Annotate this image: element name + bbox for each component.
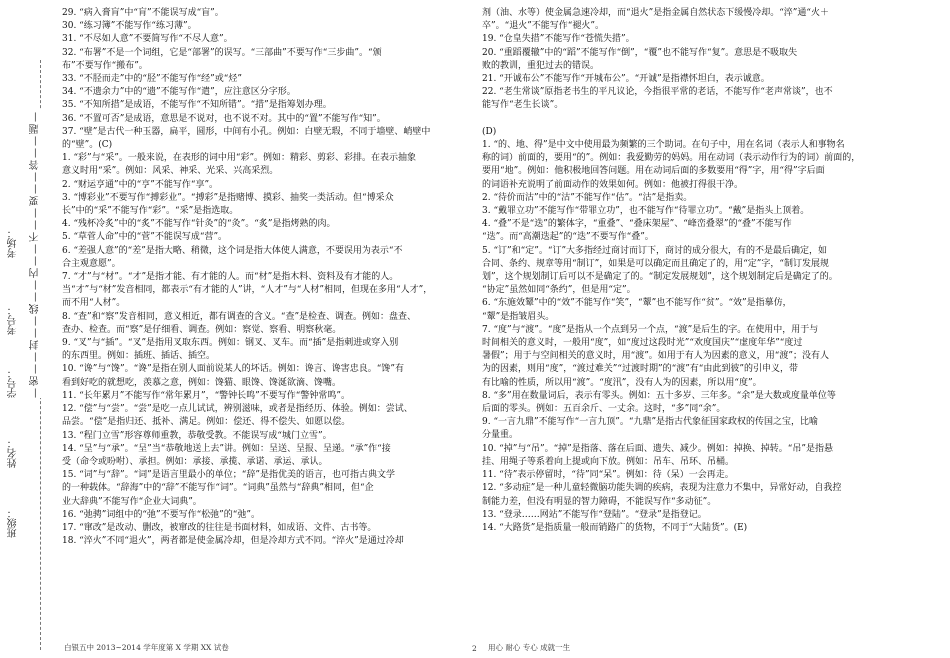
text-line: 1. “彩”与“采”。一般来说，在表形的词中用“彩”。例如：精彩、剪彩、彩排。在表示抽象 — [62, 153, 417, 164]
text-line: 9. “叉”与“插”。“叉”是指用叉取东西。例如：钢叉、叉车。而“插”是指刺进或穿入别 — [62, 338, 399, 349]
text-line: 业大辞典”不能写作“企业大词典”。 — [62, 496, 202, 507]
right-column — [482, 7, 930, 535]
text-line: 10. “谗”与“馋”。“谗”是指在别人面前说某人的坏话。例如：谗言、谗害忠良。“馋”有 — [62, 364, 404, 375]
text-line: 的东西里。例如：插班、插话、插空。 — [62, 351, 216, 362]
text-line: 5. “草菅人命”中的“菅”不能误写成“营”。 — [62, 232, 228, 243]
blank-line — [482, 113, 930, 126]
student-id-label: 学号： — [8, 368, 19, 398]
text-line: 19. “仓皇失措”不能写作“苍慌失措”。 — [482, 34, 635, 45]
text-line: 的词语补充说明了前面动作的效果如何。例如：他被打得很干净。 — [482, 179, 744, 190]
class-label: 班级： — [8, 508, 19, 538]
text-line: 1. “的、地、得”是中文中使用最为频繁的三个助词。在句子中，用在名词（表示人和事物名 — [482, 140, 845, 151]
text-line: 制能力差，但没有明显的智力障碍，不能误写作“多动征”。 — [482, 496, 717, 507]
text-line: 9. “一言九鼎”不能写作“一言九顶”。“九鼎”是指古代象征国家政权的传国之宝，比喻 — [482, 417, 819, 428]
text-line: 36. “不置可否”是成语，意思是不说对，也不说不对。其中的“置”不能写作“知”。 — [62, 113, 386, 124]
text-line: 3. “戴罪立功”不能写作“带罪立功”，也不能写作“待罪立功”。“戴”是指头上顶着。 — [482, 206, 810, 217]
text-line: 8. “多”用在数量词后，表示有零头。例如：五十多岁、三年多。“余”是大数或度量单位等 — [482, 390, 836, 401]
text-line: 6. “东施效颦”中的“效”不能写作“笑”，“颦”也不能写作“贫”。“效”是指摹仿， — [482, 298, 792, 309]
text-line: 10. “掉”与“吊”。“掉”是指落、落在后面、遗失、减少。例如：掉换、掉转。“吊”是指悬 — [482, 443, 833, 454]
text-line: 20. “重蹈覆辙”中的“蹈”不能写作“倒”，“覆”也不能写作“复”。意思是不吸取失 — [482, 47, 798, 58]
text-line: 31. “不尽如人意”不要简写作“不尽人意”。 — [62, 34, 233, 45]
text-line: 的“壁”。(C) — [62, 140, 113, 151]
text-line: 意义时用“采”。例如：风采、神采、光采、兴高采烈。 — [62, 166, 279, 177]
exam-id-label: 考号： — [8, 305, 19, 335]
text-line: 5. “订”和“定”。“订”大多指经过商讨而订下，商讨的成分很大，有的不是最后确定，如 — [482, 245, 828, 256]
text-line: 13. “程门立雪”形容尊师重教，恭敬受教。不能误写成“城门立雪”。 — [62, 430, 332, 441]
text-line: 为的因素，则用“度”，“渡过难关”“过渡时期”的“渡”有“由此到彼”的引申义，带 — [482, 364, 799, 375]
text-line: 4. “叠”不是“迭”的繁体字，“重叠”、“叠床架屋”、“峰峦叠翠”的“叠”不能写作 — [482, 219, 792, 230]
footer-school: 白银五中 2013~2014 学年度第 X 学期 XX 试卷 — [64, 643, 229, 652]
left-column — [62, 7, 474, 548]
name-label: 姓名： — [8, 438, 19, 468]
text-line: 29. “病入膏肓”中“肓”不能误写成“盲”。 — [62, 8, 224, 18]
text-line: 34. “不遗余力”中的“遗”不能写作“遣”，应注意区分字形。 — [62, 87, 296, 98]
text-line: 2. “待价而沽”中的“沽”不能写作“估”。“沽”是指卖。 — [482, 192, 693, 203]
text-line: 15. “词”与“辞”。“词”是语言里最小的单位；“辞”是指优美的语言，也可指古典文学 — [62, 470, 395, 481]
text-line: 有比喻的性质，所以用“渡”。“度汛”，没有人为的因素，所以用“度”。 — [482, 377, 762, 388]
text-line: (D) — [482, 126, 497, 137]
text-line: 17. “窜改”是改动、删改，被窜改的往往是书面材料，如成语、文件、古书等。 — [62, 522, 377, 533]
text-line: 35. “不知所措”是成语，不能写作“不知所错”。“措”是指筹划办理。 — [62, 100, 332, 111]
text-line: 后面的零头。例如：五百余斤、一丈余。这时，“多”同“余”。 — [482, 404, 726, 415]
text-line: 12. “偿”与“尝”。“尝”是吃一点儿试试，辨别滋味，或者是指经历、体验。例如：尝试、 — [62, 404, 413, 415]
text-line: 33. “不胫而走”中的“胫”不能写作“经”或“烃” — [62, 74, 242, 85]
text-line: 而不用“人材”。 — [62, 298, 126, 309]
text-line: 划”，这个规划制订后可以不是确定了的。“制定发展规划”，这个规划制定后是确定了的。 — [482, 272, 838, 283]
text-line: 30. “练习簿”不能写作“练习薄”。 — [62, 21, 197, 32]
text-line: 11. “待”表示停留时，“待”同“呆”。例如：待（呆）一会再走。 — [482, 470, 734, 481]
text-line: 16. “弛骋”词组中的“弛”不要写作“松弛”的“弛”。 — [62, 509, 260, 520]
text-line: 12. “多动症”是一种儿童轻微脑功能失调的疾病，表现为注意力不集中，异常好动，自我控 — [482, 483, 842, 494]
text-line: 剂（油、水等）使金属急速冷却，而“退火”是指金属自然状态下缓慢冷却。“淬”通“火＋ — [482, 8, 830, 18]
text-line: 败的教训，重犯过去的错误。 — [482, 60, 600, 71]
text-line: “迭”。而“高潮迭起”的“迭”不要写作“叠”。 — [482, 232, 654, 243]
footer-motto: 用心 耐心 专心 成就一生 — [488, 643, 571, 652]
text-line: 品尝。“偿”是指归还、抵补、满足。例如：偿还、得不偿失、如愿以偿。 — [62, 417, 351, 428]
text-line: 能写作“老生长谈”。 — [482, 100, 564, 111]
text-line: 当“才”与“材”发音相同，都表示“有才能的人”讲，“人才”与“人材”相同，但现在多用“人才”， — [62, 285, 433, 296]
text-line: 布”不要写作“搬布”。 — [62, 60, 148, 71]
exam-room-label: 考场： — [8, 228, 19, 258]
text-line: 称的词）前面的，要用“的”。例如：我爱勤劳的妈妈。用在动词（表示动作行为的词）前面的， — [482, 153, 861, 164]
text-line: 2. “财运亨通”中的“亨”不能写作“享”。 — [62, 179, 219, 190]
text-line: 受（命令或吩咐）、承担。例如：承接、承揽、承诺、承运、承认。 — [62, 456, 328, 467]
text-line: 32. “布署”不是一个词组，它是“部署”的误写。“三部曲”不要写作“三步曲”。“颁 — [62, 47, 382, 58]
text-line: 14. “呈”与“承”。“呈”当“恭敬地送上去”讲。例如：呈送、呈报、呈递。“承”作“接 — [62, 443, 391, 454]
text-line: 查办、检查。而“察”是仔细看、调查。例如：察觉、察看、明察秋毫。 — [62, 324, 342, 335]
text-line: 4. “残杯冷炙”中的“炙”不能写作“针灸”的“灸”。“炙”是指烤熟的肉。 — [62, 219, 336, 230]
text-line: 7. “度”与“渡”。“度”是指从一个点到另一个点，“渡”是后生的字。在使用中，用于与 — [482, 324, 819, 335]
text-line: 挂、用绳子等系着向上提或向下放。例如：吊车、吊环、吊桶。 — [482, 456, 735, 467]
text-line: 合同、条约、规章等用“制订”，如果是可以确定而且确定了的，用“定”字，“制订发展规 — [482, 258, 830, 269]
text-line: 要用“地”。例如：他积极地回答问题。用在动词后面的多数要用“得”字，用“得”字后面 — [482, 166, 825, 177]
text-line: 3. “博彩业”不要写作“搏彩业”。“搏彩”是指赌博、摸彩、抽奖一类活动。但“博采众 — [62, 192, 394, 203]
text-line: 长”中的“采”不能写作“彩”。“采”是指选取。 — [62, 206, 239, 217]
text-line: 22. “老生常谈”原指老书生的平凡议论，今指很平常的老话，不能写作“老声常谈”，也不 — [482, 87, 833, 98]
text-line: “颦”是指皱眉头。 — [482, 311, 555, 322]
text-line: “协定”虽然如同“条约”，但是用“定”。 — [482, 285, 636, 296]
text-line: 7. “才”与“材”。“才”是指才能、有才能的人。而“材”是指木料、资料及有才能的人。 — [62, 272, 399, 283]
text-line: 卒”。“退火”不能写作“褪火”。 — [482, 21, 605, 32]
text-line: 13. “登录……网站”不能写作“登陆”。“登录”是指登记。 — [482, 509, 707, 520]
text-line: 14. “大路货”是指质量一般而销路广的货物，不同于“大陆货”。(E) — [482, 522, 748, 533]
text-line: 暑假”；用于与空间相关的意义时，用“渡”。如用于有人为因素的意义，用“渡”；没有人 — [482, 351, 830, 362]
text-line: 6. “差强人意”的“差”是指大略、稍微，这个词是指大体使人满意，不要误用为表示“不 — [62, 245, 403, 256]
text-line: 8. “查”和“察”发音相同，意义相近，都有调查的含义。“查”是检查、调查。例如：盘查、 — [62, 311, 417, 322]
text-line: 时间相关的意义时，一般用“度”，如“度过这段时光”“欢度国庆”“虚度年华”“度过 — [482, 338, 803, 349]
text-line: 看到好吃的就想吃，羡慕之意，例如：馋猫、眼馋、馋涎欲滴、馋嘴。 — [62, 377, 342, 388]
text-line: 21. “开诚布公”不能写作“开城布公”。“开诚”是指襟怀坦白，表示诚意。 — [482, 74, 770, 85]
text-line: 的一种载体。“辞海”中的“辞”不能写作“词”。“词典”虽然与“辞典”相同，但“企 — [62, 483, 374, 494]
text-line: 11. “长年累月”不能写作“常年累月”，“警钟长鸣”不要写作“警钟常鸣”。 — [62, 390, 350, 401]
footer-page-number: 2 — [472, 644, 477, 653]
seal-line-text: —密——封——线——内——不——要——答——题— — [30, 110, 41, 398]
text-line: 合主观意愿”。 — [62, 258, 121, 269]
text-line: 18. “淬火”不同“退火”，两者都是使金属冷却，但是冷却方式不同。“淬火”是通过冷却 — [62, 536, 404, 547]
binding-margin — [0, 0, 62, 658]
text-line: 分量重。 — [482, 430, 519, 441]
text-line: 37. “壁”是古代一种玉器，扁平，圆形，中间有小孔。例如：白壁无瑕，不同于墙壁、峭壁中 — [62, 126, 431, 137]
